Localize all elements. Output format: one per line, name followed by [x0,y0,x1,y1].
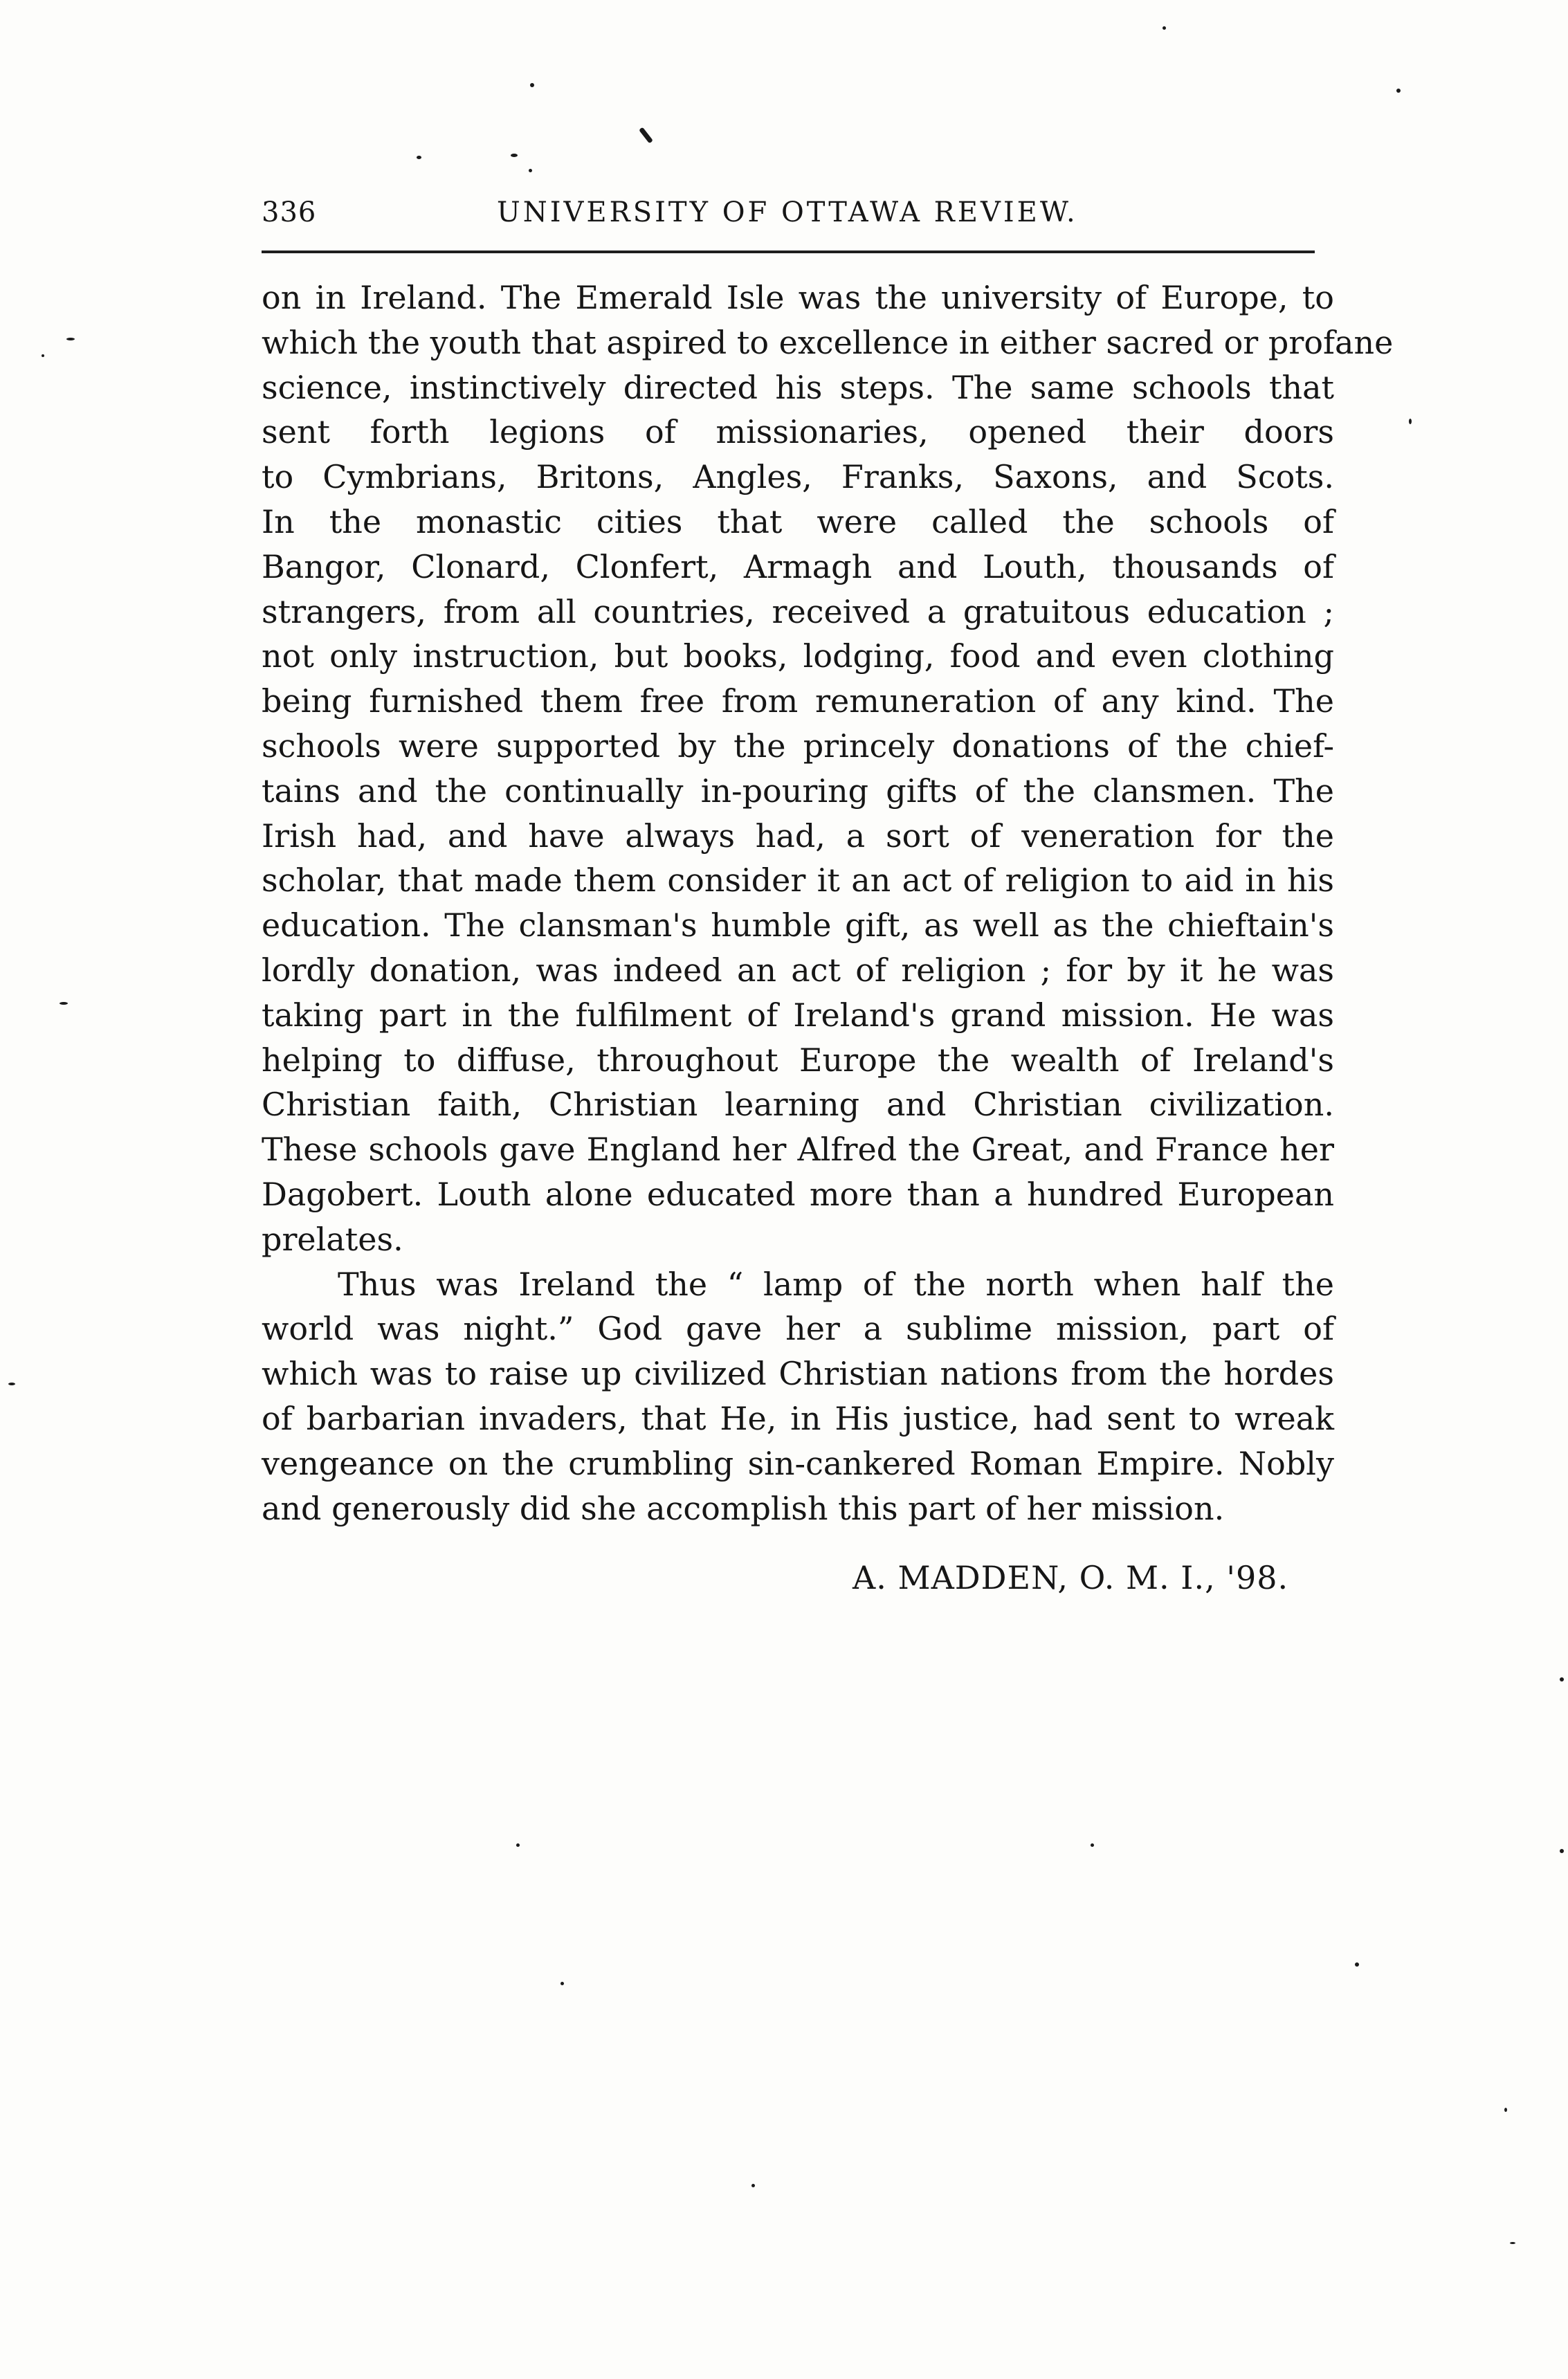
journal-title: UNIVERSITY OF OTTAWA REVIEW. [497,197,1078,228]
text-line: world was night.” God gave her a sublime mission, part of [262,1310,1334,1348]
text-line: These schools gave England her Alfred the Great, and France her [262,1131,1334,1169]
scan-speck [639,127,653,143]
scan-speck [516,1843,520,1847]
scan-speck [1510,2242,1515,2244]
scan-speck [1504,2108,1507,2112]
text-line: to Cymbrians, Britons, Angles, Franks, Saxons, and Scots. [262,458,1334,496]
text-line: Christian faith, Christian learning and Christian civilization. [262,1086,1334,1124]
text-line: prelates. [262,1220,403,1258]
text-line: and generously did she accomplish this part of her mission. [262,1489,1225,1527]
scan-speck [511,154,518,157]
text-line: vengeance on the crumbling sin-cankered Roman Empire. Nobly [262,1444,1334,1482]
scan-speck [1091,1843,1094,1847]
text-line: In the monastic cities that were called the schools of [262,502,1334,540]
text-line: science, instinctively directed his steps. The same schools that [262,368,1334,406]
text-line: not only instruction, but books, lodging, food and even clothing [262,637,1334,675]
paragraph-2 [262,1262,1334,1531]
text-line: schools were supported by the princely donations of the chief- [262,727,1334,765]
paragraph-1 [262,275,1394,1262]
text-line: strangers, from all countries, received a gratuitous education ; [262,592,1334,630]
text-line: being furnished them free from remuneration of any kind. The [262,682,1334,720]
page-number: 336 [262,197,317,228]
scan-speck [529,169,532,172]
scan-speck [560,1982,564,1985]
text-line: Bangor, Clonard, Clonfert, Armagh and Louth, thousands of [262,547,1334,585]
scan-speck [1560,1677,1564,1681]
text-line: which was to raise up civilized Christian nations from the hordes [262,1355,1334,1393]
article-body [262,275,1394,1531]
text-line: taking part in the fulfilment of Ireland's grand mission. He was [262,996,1334,1034]
scan-speck [1355,1962,1359,1967]
text-line: Thus was Ireland the “ lamp of the north when half the [338,1265,1334,1303]
text-line: tains and the continually in-pouring gifts of the clansmen. The [262,772,1334,810]
text-line: of barbarian invaders, that He, in His justice, had sent to wreak [262,1399,1334,1437]
text-line: sent forth legions of missionaries, opened their doors [262,413,1334,451]
scan-speck [417,156,421,159]
scan-speck [60,1002,68,1005]
text-line: Dagobert. Louth alone educated more than a hundred European [262,1175,1334,1213]
text-line: scholar, that made them consider it an act of religion to aid in his [262,862,1334,900]
author-signature: A. MADDEN, O. M. I., '98. [853,1559,1289,1596]
scan-speck [42,354,44,357]
text-line: helping to diffuse, throughout Europe the wealth of Ireland's [262,1041,1334,1079]
text-line: on in Ireland. The Emerald Isle was the university of Europe, to [262,279,1334,316]
scan-speck [1409,419,1412,424]
scan-speck [1396,89,1401,93]
text-line: Irish had, and have always had, a sort of veneration for the [262,817,1334,855]
scan-speck [530,83,534,87]
scan-speck [1163,26,1166,30]
header-rule [262,250,1315,253]
scan-speck [8,1383,15,1385]
text-line: which the youth that aspired to excellence in either sacred or profane [262,323,1394,361]
text-line: lordly donation, was indeed an act of religion ; for by it he was [262,951,1334,989]
text-line: education. The clansman's humble gift, as well as the chieftain's [262,906,1334,945]
scan-speck [66,338,75,340]
scan-speck [751,2184,755,2187]
running-head [262,188,1315,237]
scan-speck [1560,1849,1564,1853]
